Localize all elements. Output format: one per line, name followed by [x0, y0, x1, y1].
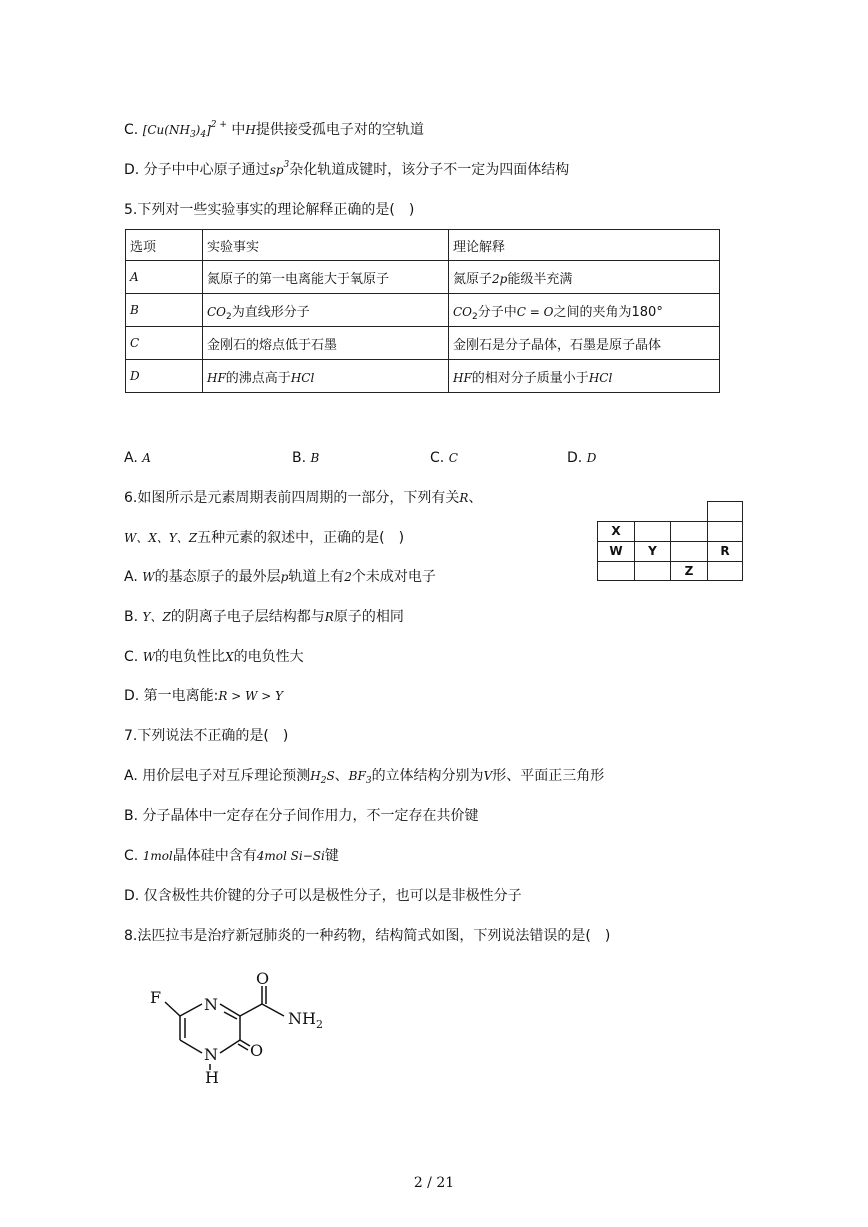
atom-label: $NH_2$ — [288, 1009, 323, 1031]
table-row: B $CO_2$为直线形分子 $CO_2$分子中C = O之间的夹角为180° — [126, 294, 720, 327]
q6-option-a: A. W的基态原子的最外层p轨道上有2个未成对电子 — [124, 569, 436, 585]
bond — [220, 1004, 240, 1016]
q5-choice-b: B. B — [292, 450, 320, 466]
q6-stem-line1: 6.如图所示是元素周期表前四周期的一部分，下列有关R、 — [124, 490, 483, 506]
pt-cell — [634, 521, 671, 542]
pt-cell — [707, 501, 743, 522]
table-header-row — [126, 230, 720, 261]
table-header: 选项 — [126, 230, 203, 261]
table-row: C 金刚石的熔点低于石墨 金刚石是分子晶体，石墨是原子晶体 — [126, 327, 720, 360]
atom-label: O — [250, 1041, 264, 1060]
q7-option-b: B. 分子晶体中一定存在分子间作用力，不一定存在共价键 — [124, 808, 479, 824]
q5-choice-a: A. A — [124, 450, 151, 466]
q6-option-c: C. W的电负性比X的电负性大 — [124, 649, 304, 665]
pt-cell — [707, 561, 743, 581]
atom-label: N — [204, 1045, 218, 1064]
q7-option-c: C. 1mol晶体硅中含有4mol Si−Si键 — [124, 848, 339, 864]
q7-stem: 7.下列说法不正确的是( ) — [124, 728, 289, 744]
q6-stem-line2: W、X、Y、Z五种元素的叙述中，正确的是( ) — [124, 530, 405, 546]
bond — [165, 1002, 180, 1016]
table-header: 理论解释 — [449, 230, 720, 261]
q7-option-a: A. 用价层电子对互斥理论预测$H_2S$、$BF_3$的立体结构分别为V形、平面正三角形 — [124, 768, 605, 786]
pt-cell-x: X — [597, 521, 635, 542]
q5-choice-d: D. D — [567, 450, 597, 466]
q7-option-d: D. 仅含极性共价键的分子可以是极性分子，也可以是非极性分子 — [124, 888, 522, 904]
option-prefix: C. — [124, 122, 143, 138]
bond — [262, 1004, 284, 1016]
table-row: D HF的沸点高于HCl HF的相对分子质量小于HCl — [126, 360, 720, 393]
bond — [238, 1044, 248, 1050]
q8-stem: 8.法匹拉韦是治疗新冠肺炎的一种药物，结构简式如图，下列说法错误的是( ) — [124, 928, 611, 944]
q5-choice-c: C. C — [430, 450, 458, 466]
bond — [240, 1040, 250, 1046]
periodic-table-fragment — [597, 501, 743, 581]
q4-option-c: C. $[Cu(NH_3)_4]^{2 +}$ 中H提供接受孤电子对的空轨道 — [124, 120, 424, 140]
pt-cell — [707, 521, 743, 542]
q6-option-b: B. Y、Z的阴离子电子层结构都与R原子的相同 — [124, 609, 404, 625]
bond — [180, 1004, 202, 1016]
pt-cell-r: R — [707, 541, 743, 562]
atom-label: N — [204, 995, 218, 1014]
page-number: 2 / 21 — [413, 1175, 455, 1191]
pt-cell — [597, 561, 635, 581]
pt-cell — [634, 561, 671, 581]
pt-cell-y: Y — [634, 541, 671, 562]
favipiravir-structure — [150, 968, 350, 1103]
math-formula: $[Cu(NH_3)_4]^{2 +}$ — [142, 120, 227, 140]
pt-cell-z: Z — [670, 561, 708, 581]
atom-label: F — [150, 988, 162, 1007]
atom-label: O — [256, 969, 270, 988]
bond — [220, 1040, 240, 1053]
experiment-table — [125, 229, 720, 393]
table-header: 实验事实 — [203, 230, 449, 261]
atom-label: H — [205, 1068, 219, 1087]
table-row: A 氮原子的第一电离能大于氧原子 氮原子2p能级半充满 — [126, 261, 720, 294]
q6-option-d: D. 第一电离能:R > W > Y — [124, 688, 284, 704]
q4-option-d: D. 分子中中心原子通过$sp^3$杂化轨道成键时，该分子不一定为四面体结构 — [124, 160, 570, 178]
q5-stem: 5.下列对一些实验事实的理论解释正确的是( ) — [124, 202, 415, 218]
bond — [240, 1004, 262, 1016]
pt-cell — [670, 541, 708, 562]
pt-cell-w: W — [597, 541, 635, 562]
pt-cell — [670, 521, 708, 542]
bond — [180, 1040, 202, 1053]
